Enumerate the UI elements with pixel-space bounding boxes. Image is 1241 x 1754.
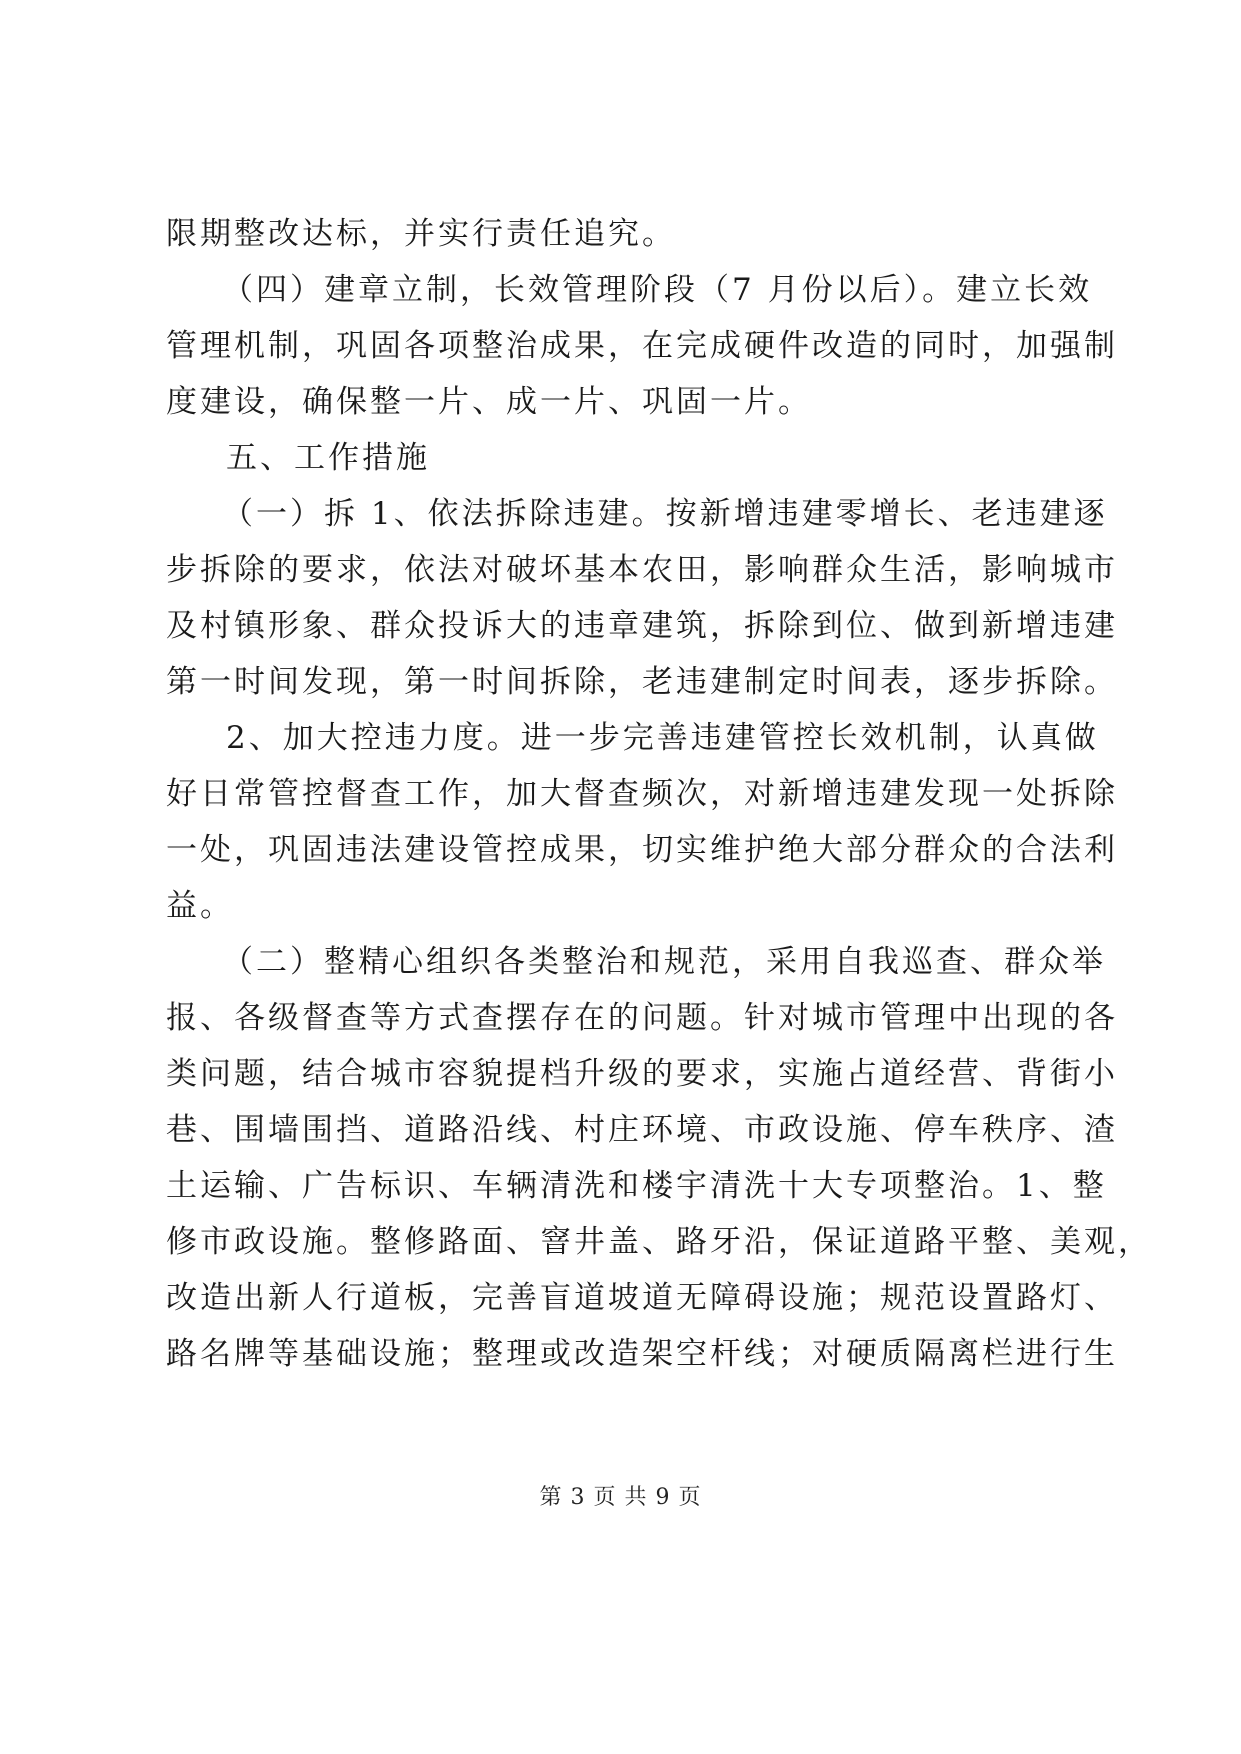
page-footer: 第 3 页 共 9 页	[539, 1485, 702, 1510]
body-line: 第一时间发现，第一时间拆除，老违建制定时间表，逐步拆除。	[166, 664, 1118, 700]
body-line: 及村镇形象、群众投诉大的违章建筑，拆除到位、做到新增违建	[166, 608, 1118, 644]
body-line: 巷、围墙围挡、道路沿线、村庄环境、市政设施、停车秩序、渣	[166, 1112, 1118, 1148]
body-line: 步拆除的要求，依法对破坏基本农田，影响群众生活，影响城市	[166, 552, 1118, 588]
body-line: 一处，巩固违法建设管控成果，切实维护绝大部分群众的合法利	[166, 832, 1118, 868]
body-line: 报、各级督查等方式查摆存在的问题。针对城市管理中出现的各	[166, 1000, 1118, 1036]
body-line: 土运输、广告标识、车辆清洗和楼宇清洗十大专项整治。1、整	[166, 1168, 1107, 1204]
body-line: 2、加大控违力度。进一步完善违建管控长效机制，认真做	[226, 720, 1099, 756]
body-line: 管理机制，巩固各项整治成果，在完成硬件改造的同时，加强制	[166, 328, 1118, 364]
body-line: 限期整改达标，并实行责任追究。	[166, 216, 676, 252]
body-line: 好日常管控督查工作，加大督查频次，对新增违建发现一处拆除	[166, 776, 1118, 812]
body-line: 修市政设施。整修路面、窨井盖、路牙沿，保证道路平整、美观，	[166, 1224, 1152, 1260]
body-line: （二）整精心组织各类整治和规范，采用自我巡查、群众举	[222, 944, 1106, 980]
body-line: 路名牌等基础设施；整理或改造架空杆线；对硬质隔离栏进行生	[166, 1336, 1118, 1372]
body-line: （四）建章立制，长效管理阶段（7 月份以后）。建立长效	[222, 272, 1093, 308]
body-line: 益。	[166, 888, 234, 924]
body-line: 度建设，确保整一片、成一片、巩固一片。	[166, 384, 812, 420]
body-line: 类问题，结合城市容貌提档升级的要求，实施占道经营、背街小	[166, 1056, 1118, 1092]
body-line: 改造出新人行道板，完善盲道坡道无障碍设施；规范设置路灯、	[166, 1280, 1118, 1316]
section-heading: 五、工作措施	[226, 440, 430, 476]
body-line: （一）拆 1、依法拆除违建。按新增违建零增长、老违建逐	[222, 496, 1108, 532]
